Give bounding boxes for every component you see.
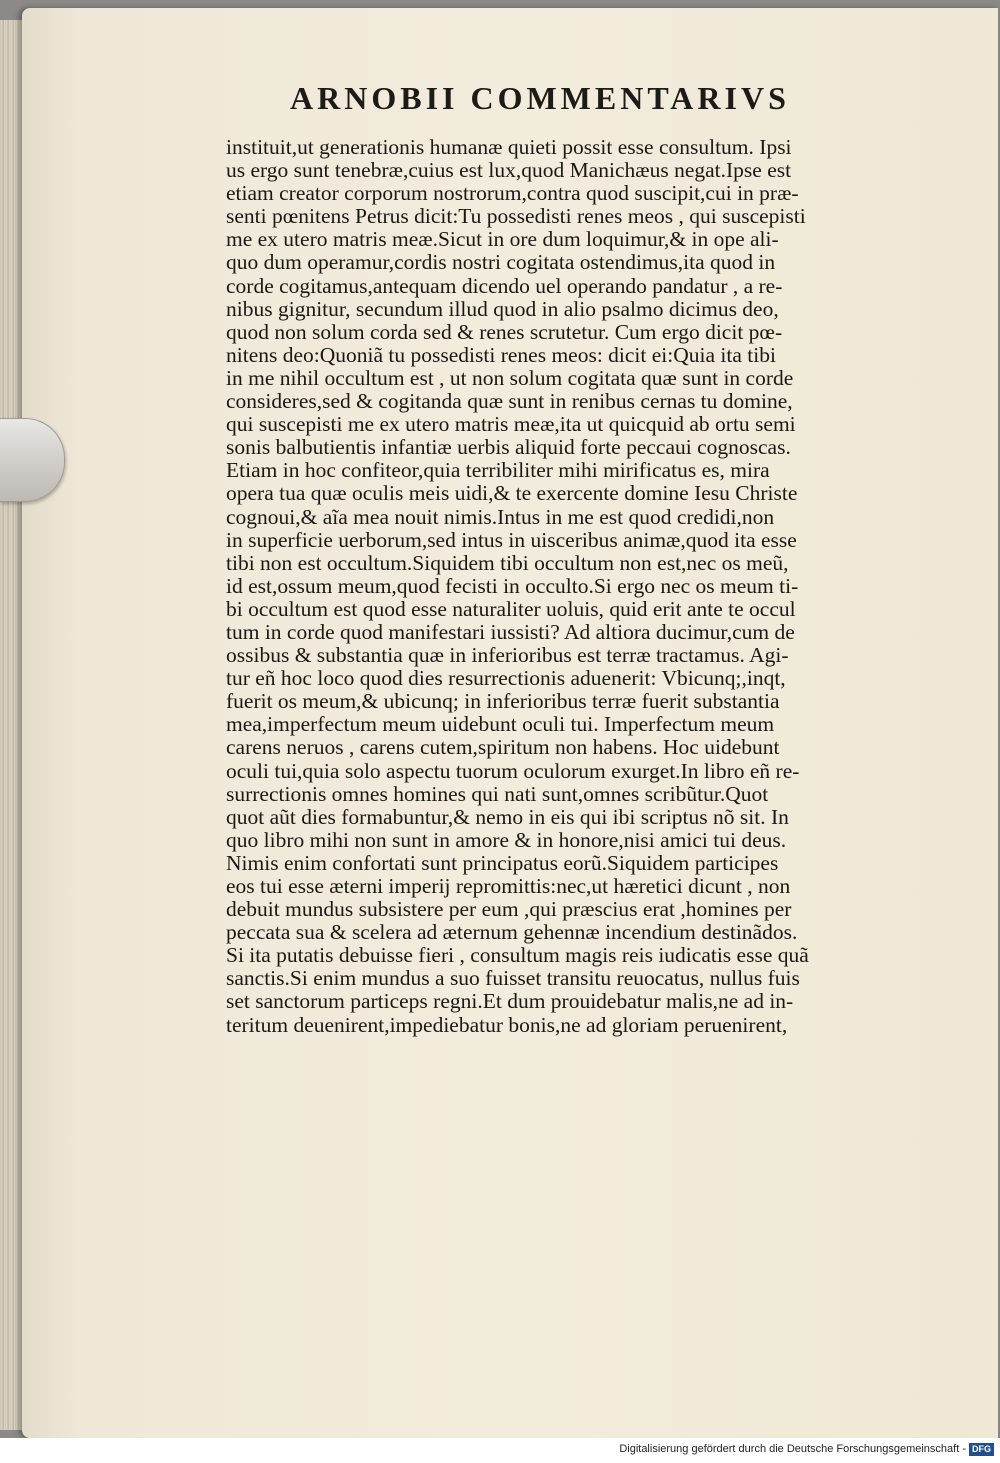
text-block	[226, 136, 946, 1037]
text-line: sonis balbutientis infantiæ uerbis aliquid forte peccaui cognoscas.	[226, 435, 791, 460]
text-line: instituit,ut generationis humanæ quieti possit esse consultum. Ipsi	[226, 135, 792, 159]
text-line: peccata sua & scelera ad æternum gehennæ incendium destinãdos.	[226, 920, 798, 945]
text-line: tum in corde quod manifestari iussisti? Ad altiora ducimur,cum de	[226, 619, 795, 644]
text-line: ossibus & substantia quæ in inferioribus est terræ tractamus. Agi-	[226, 643, 789, 668]
text-line: id est,ossum meum,quod fecisti in occulto.Si ergo nec os meum ti-	[226, 573, 799, 598]
text-line: us ergo sunt tenebræ,cuius est lux,quod Manichæus negat.Ipse est	[226, 158, 792, 183]
text-line: etiam creator corporum nostrorum,contra quod suscipit,cui in præ-	[226, 181, 799, 206]
text-line: bi occultum est quod esse naturaliter uoluis, quid erit ante te occul	[226, 596, 796, 621]
text-line: nibus gignitur, secundum illud quod in alio psalmo dicimus deo,	[226, 296, 779, 321]
text-line: sanctis.Si enim mundus a suo fuisset transitu reuocatus, nullus fuis	[226, 966, 800, 991]
text-line: Nimis enim confortati sunt principatus eorũ.Siquidem participes	[226, 850, 779, 875]
text-line: quod non solum corda sed & renes scrutetur. Cum ergo dicit pœ-	[226, 319, 783, 344]
dfg-logo: DFG	[969, 1443, 994, 1456]
text-line: set sanctorum particeps regni.Et dum prouidebatur malis,ne ad in-	[226, 989, 794, 1014]
text-line: tibi non est occultum.Siquidem tibi occultum non est,nec os meũ,	[226, 550, 789, 575]
text-line: in superficie uerborum,sed intus in uisceribus animæ,quod ita esse	[226, 527, 797, 552]
text-line: fuerit os meum,& ubicunq; in inferioribus terræ fuerit substantia	[226, 689, 780, 714]
text-line: consideres,sed & cogitanda quæ sunt in renibus cernas tu domine,	[226, 389, 793, 414]
text-line: debuit mundus subsistere per eum ,qui præscius erat ,homines per	[226, 897, 792, 922]
running-head: ARNOBII COMMENTARIVS	[290, 80, 790, 116]
text-line: quot aũt dies formabuntur,& nemo in eis qui ibi scriptus nõ sit. In	[226, 804, 789, 829]
text-line: me ex utero matris meæ.Sicut in ore dum loquimur,& in ope ali-	[226, 227, 779, 252]
text-line: corde cogitamus,antequam dicendo uel operando pandatur , a re-	[226, 273, 783, 298]
text-line: cognoui,& aĩa mea nouit nimis.Intus in me est quod credidi,non	[226, 504, 775, 529]
text-line: Si ita putatis debuisse fieri , consultum magis reis iudicatis esse quã	[226, 943, 809, 968]
text-line: opera tua quæ oculis meis uidi,& te exercente domine Iesu Christe	[226, 481, 798, 506]
text-line: nitens deo:Quoniã tu possedisti renes meos: dicit ei:Quia ita tibi	[226, 342, 776, 367]
text-line: surrectionis omnes homines qui nati sunt,omnes scribũtur.Quot	[226, 781, 769, 806]
footer-bar	[0, 1438, 1000, 1463]
text-line: eos tui esse æterni imperij repromittis:nec,ut hæretici dicunt , non	[226, 874, 791, 898]
text-line: oculi tui,quia solo aspectu tuorum oculorum exurget.In libro eñ re-	[226, 758, 800, 783]
text-line: in me nihil occultum est , ut non solum cogitata quæ sunt in corde	[226, 365, 794, 390]
text-line: teritum deuenirent,impediebatur bonis,ne ad gloriam peruenirent,	[226, 1012, 788, 1037]
text-line: Etiam in hoc confiteor,quia terribiliter mihi mirificatus es, mira	[226, 458, 770, 483]
text-line: quo libro mihi non sunt in amore & in honore,nisi amici tui deus.	[226, 827, 787, 852]
text-line: quo dum operamur,cordis nostri cogitata ostendimus,ita quod in	[226, 250, 776, 275]
text-line: carens neruos , carens cutem,spiritum non habens. Hoc uidebunt	[226, 735, 780, 760]
text-line: mea,imperfectum meum uidebunt oculi tui. Imperfectum meum	[226, 712, 775, 737]
text-line: qui suscepisti me ex utero matris meæ,ita ut quicquid ab ortu semi	[226, 412, 796, 437]
funding-notice: Digitalisierung gefördert durch die Deutsche Forschungsgemeinschaft -	[619, 1443, 966, 1455]
text-line: senti pœnitens Petrus dicit:Tu possedisti renes meos , qui suscepisti	[226, 204, 806, 229]
text-line: tur eñ hoc loco quod dies resurrectionis aduenerit: Vbicunq;,inqt,	[226, 666, 786, 691]
